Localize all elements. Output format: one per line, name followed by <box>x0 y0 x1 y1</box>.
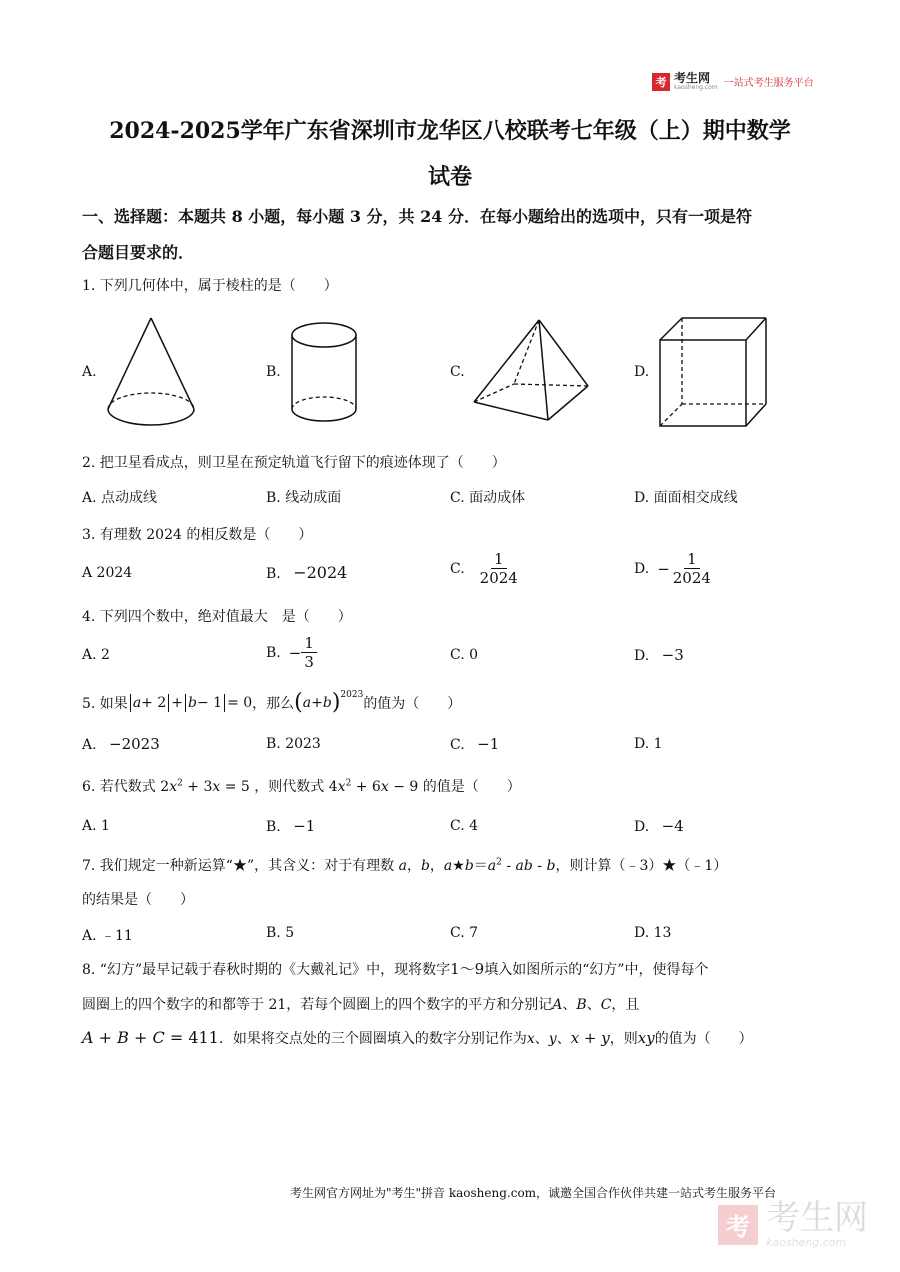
q4-option-d-label: D. <box>634 648 650 664</box>
logo-name: 考生网 <box>674 71 711 85</box>
q7-def-sq: 2 <box>496 857 502 868</box>
q7-var-b: b <box>420 858 430 874</box>
q6-option-b <box>266 817 315 835</box>
q6-e1-b: + 3 <box>182 779 213 795</box>
q3-d-denominator: 2024 <box>672 569 711 587</box>
q4-b-numerator: 1 <box>301 634 317 653</box>
q7-def-b2: b <box>546 858 556 874</box>
cube-figure <box>656 314 771 434</box>
q4-option-b-fraction <box>301 634 317 671</box>
q5-lparen: ( <box>294 690 303 715</box>
q5-plus3: + <box>311 694 323 711</box>
page-title-line2: 试卷 <box>427 164 472 190</box>
q8-line3-mid: ．如果将交点处的三个圆圈填入的数字分别记作为 <box>218 1031 527 1047</box>
q6-e1-x: x <box>169 779 178 795</box>
q4-stem: 4. 下列四个数中，绝对值最大 是（ ） <box>82 609 352 625</box>
q8-var-y: y <box>548 1031 557 1047</box>
q6-e2-coef: 4 <box>328 779 338 795</box>
q7-option-b: B. 5 <box>266 925 295 941</box>
logo-domain: kaosheng.com <box>674 84 718 91</box>
q3-option-b <box>266 563 347 582</box>
q8-eq-A: A <box>82 1028 94 1047</box>
abs-bar <box>185 694 186 712</box>
q7-def-b: b <box>464 858 474 874</box>
cylinder-figure <box>286 314 366 434</box>
q8-var-C: C <box>600 997 612 1013</box>
section-heading-line2: 合题目要求的． <box>82 243 195 262</box>
q7-def-a2: a <box>487 858 497 874</box>
q8-eq-plus1: + <box>93 1028 118 1047</box>
q6-e2-x: x <box>337 779 346 795</box>
q5-mid: ，那么 <box>252 695 295 712</box>
q5-option-c-label: C. <box>450 737 465 753</box>
q8-line2-pre: 圆圈上的四个数字的和都等于 21，若每个圆圈上的四个数字的平方和分别记 <box>82 997 553 1013</box>
q7-post: ，则计算（﹣3）★（﹣1） <box>555 858 728 874</box>
q5-var-b: b <box>188 694 197 711</box>
q8-line2-post: ，且 <box>611 997 640 1013</box>
q7-stem-line1 <box>82 855 727 875</box>
logo-slogan: 一站式考生服务平台 <box>723 78 814 89</box>
q6-option-d <box>634 817 684 835</box>
q5-rparen: ) <box>331 690 341 715</box>
q6-e1-c: = 5 <box>220 779 250 795</box>
q7-comma2: ， <box>429 858 444 874</box>
abs-bar <box>224 694 225 712</box>
q8-line3-post2: 的值为（ ） <box>654 1031 753 1047</box>
q5-var-b2: b <box>322 694 332 711</box>
q6-e2-x2: x <box>380 779 389 795</box>
q8-stem-line1 <box>82 958 709 979</box>
q6-option-b-value: −1 <box>293 817 316 835</box>
q4-option-c: C. 0 <box>450 647 479 663</box>
q3-c-denominator: 2024 <box>479 569 518 587</box>
q1-option-a-label: A. <box>82 364 97 380</box>
q2-option-a: A. 点动成线 <box>82 490 158 506</box>
q4-option-a: A. 2 <box>82 647 110 663</box>
q6-expr1 <box>160 779 250 795</box>
watermark-text <box>766 1200 868 1249</box>
cone-figure <box>100 312 200 432</box>
q7-def-ab: ab <box>515 858 533 874</box>
q7-def-a: a <box>443 858 453 874</box>
q8-pre: 8. “幻方”最早记载于春秋时期的《大戴礼记》中，现将数字 <box>82 962 451 978</box>
q5-eq0: = 0 <box>227 694 253 711</box>
q1-option-b-label: B. <box>266 364 281 380</box>
q6-e2-sq: 2 <box>345 778 352 789</box>
q8-line3-post1: ，则 <box>609 1031 638 1047</box>
q5-option-a-label: A. <box>82 737 97 753</box>
q4-b-denominator: 3 <box>304 653 314 671</box>
logo-text <box>674 72 718 91</box>
q2-option-c: C. 面动成体 <box>450 490 526 506</box>
q3-option-d-fraction <box>670 550 714 587</box>
q8-sep4: 、 <box>556 1031 571 1047</box>
q8-var-B: B <box>576 997 587 1013</box>
abs-bar <box>168 694 169 712</box>
q8-eq-rest: = 411 <box>164 1028 219 1047</box>
q5-exponent: 2023 <box>340 690 364 700</box>
q8-sum-plus: + <box>579 1029 602 1047</box>
q6-option-d-label: D. <box>634 819 650 835</box>
q4-option-d-value: −3 <box>661 646 684 664</box>
q6-option-a: A. 1 <box>82 818 110 834</box>
q8-sum-x: x <box>570 1029 580 1047</box>
q3-option-d-label: D. <box>634 560 650 577</box>
q3-option-c <box>450 550 521 587</box>
q8-range: 1～9 <box>450 960 485 978</box>
q8-sum-y: y <box>601 1029 610 1047</box>
q3-stem: 3. 有理数 2024 的相反数是（ ） <box>82 527 313 543</box>
q6-option-d-value: −4 <box>661 817 684 835</box>
q6-e1-coef: 2 <box>160 779 170 795</box>
q7-option-c: C. 7 <box>450 925 479 941</box>
q3-option-c-label: C. <box>450 560 465 577</box>
q7-def-eq: ＝ <box>473 858 488 874</box>
q8-product: xy <box>637 1029 655 1047</box>
q7-comma1: ， <box>406 858 421 874</box>
q8-eq-B: B <box>117 1028 129 1047</box>
q6-e1-x2: x <box>212 779 221 795</box>
footer-text: 考生网官方网址为"考生"拼音 kaosheng.com，诚邀全国合作伙伴共建一站式考生服务平台 <box>290 1186 777 1200</box>
q5-var-a2: a <box>302 694 312 711</box>
q6-pre: 6. 若代数式 <box>82 779 156 795</box>
q7-stem-line2: 的结果是（ ） <box>82 892 194 908</box>
q2-stem: 2. 把卫星看成点，则卫星在预定轨道飞行留下的痕迹体现了（ ） <box>82 455 506 471</box>
q6-mid: ，则代数式 <box>254 779 325 795</box>
q5-var-a: a <box>132 694 142 711</box>
q4-option-b-label: B. <box>266 644 281 661</box>
q1-option-c-label: C. <box>450 364 465 380</box>
q6-e2-c: − 9 <box>388 779 419 795</box>
watermark-domain: kaosheng.com <box>766 1236 847 1249</box>
q6-e2-b: + 6 <box>351 779 381 795</box>
section-heading: 一、选择题：本题共 8 小题，每小题 3 分，共 24 分．在每小题给出的选项中，只有一项是符 <box>82 207 752 226</box>
q4-option-d <box>634 646 684 664</box>
page-title: 2024-2025学年广东省深圳市龙华区八校联考七年级（上）期中数学 <box>109 118 791 144</box>
q3-option-c-fraction <box>477 550 521 587</box>
q8-sum <box>571 1029 610 1047</box>
q5-option-b: B. 2023 <box>266 736 321 752</box>
q2-option-b: B. 线动成面 <box>266 490 342 506</box>
q8-post: 填入如图所示的“幻方”中，使得每个 <box>484 962 709 978</box>
pyramid-figure <box>470 314 620 429</box>
q5-option-a-value: −2023 <box>109 735 160 753</box>
q7-var-a: a <box>398 858 407 874</box>
q3-option-d <box>634 550 714 587</box>
q8-stem-line2 <box>82 994 639 1014</box>
q7-pre: 7. 我们规定一种新运算“★”，其含义：对于有理数 <box>82 858 395 874</box>
q3-d-numerator: 1 <box>684 550 700 569</box>
q8-eq-C: C <box>152 1028 165 1047</box>
q6-post: 的值是（ ） <box>422 779 521 795</box>
q5-option-d: D. 1 <box>634 736 663 752</box>
watermark-mark: 考 <box>718 1205 758 1245</box>
q5-option-c-value: −1 <box>477 735 500 753</box>
q2-option-d: D. 面面相交成线 <box>634 490 738 506</box>
q4-option-b <box>266 634 317 671</box>
q5-pre: 5. 如果 <box>82 695 128 712</box>
q5-minus1: − 1 <box>196 694 223 711</box>
q6-option-c: C. 4 <box>450 818 479 834</box>
q7-def-minus2: - <box>532 858 547 874</box>
q8-eq-plus2: + <box>128 1028 153 1047</box>
q5-plus: + <box>171 694 183 711</box>
q5-post: 的值为（ ） <box>363 695 462 712</box>
q3-option-b-label: B. <box>266 566 281 582</box>
q5-option-a <box>82 735 160 753</box>
q6-e1-sq: 2 <box>177 778 183 789</box>
q7-option-a: A. ﹣11 <box>82 928 133 944</box>
abs-bar <box>130 694 131 712</box>
star-icon: ★ <box>452 858 465 874</box>
watermark-name: 考生网 <box>766 1198 868 1238</box>
q1-option-d-label: D. <box>634 364 650 380</box>
logo-mark: 考 <box>652 73 670 91</box>
q5-option-c <box>450 735 499 753</box>
q3-d-sign: − <box>657 559 670 578</box>
q7-def-minus1: - <box>501 858 516 874</box>
q8-var-A: A <box>552 997 563 1013</box>
q3-option-b-value: −2024 <box>293 563 348 582</box>
q8-equation <box>82 1028 219 1047</box>
q5-plus2: + 2 <box>141 694 167 711</box>
q4-b-sign: − <box>288 643 302 662</box>
q6-expr2 <box>329 779 419 795</box>
q8-stem-line3 <box>82 1028 753 1048</box>
q1-stem: 1. 下列几何体中，属于棱柱的是（ ） <box>82 278 338 294</box>
q8-sep3: 、 <box>534 1031 549 1047</box>
q6-option-b-label: B. <box>266 819 281 835</box>
q3-option-a: A 2024 <box>82 565 133 581</box>
q7-option-d: D. 13 <box>634 925 672 941</box>
watermark-logo <box>718 1200 868 1249</box>
q6-stem <box>82 776 521 796</box>
q8-sep2: 、 <box>586 997 601 1013</box>
header-logo <box>652 72 814 91</box>
q3-c-numerator: 1 <box>491 550 507 569</box>
q8-sep1: 、 <box>562 997 577 1013</box>
q5-stem <box>82 690 461 715</box>
q8-var-x: x <box>526 1031 535 1047</box>
